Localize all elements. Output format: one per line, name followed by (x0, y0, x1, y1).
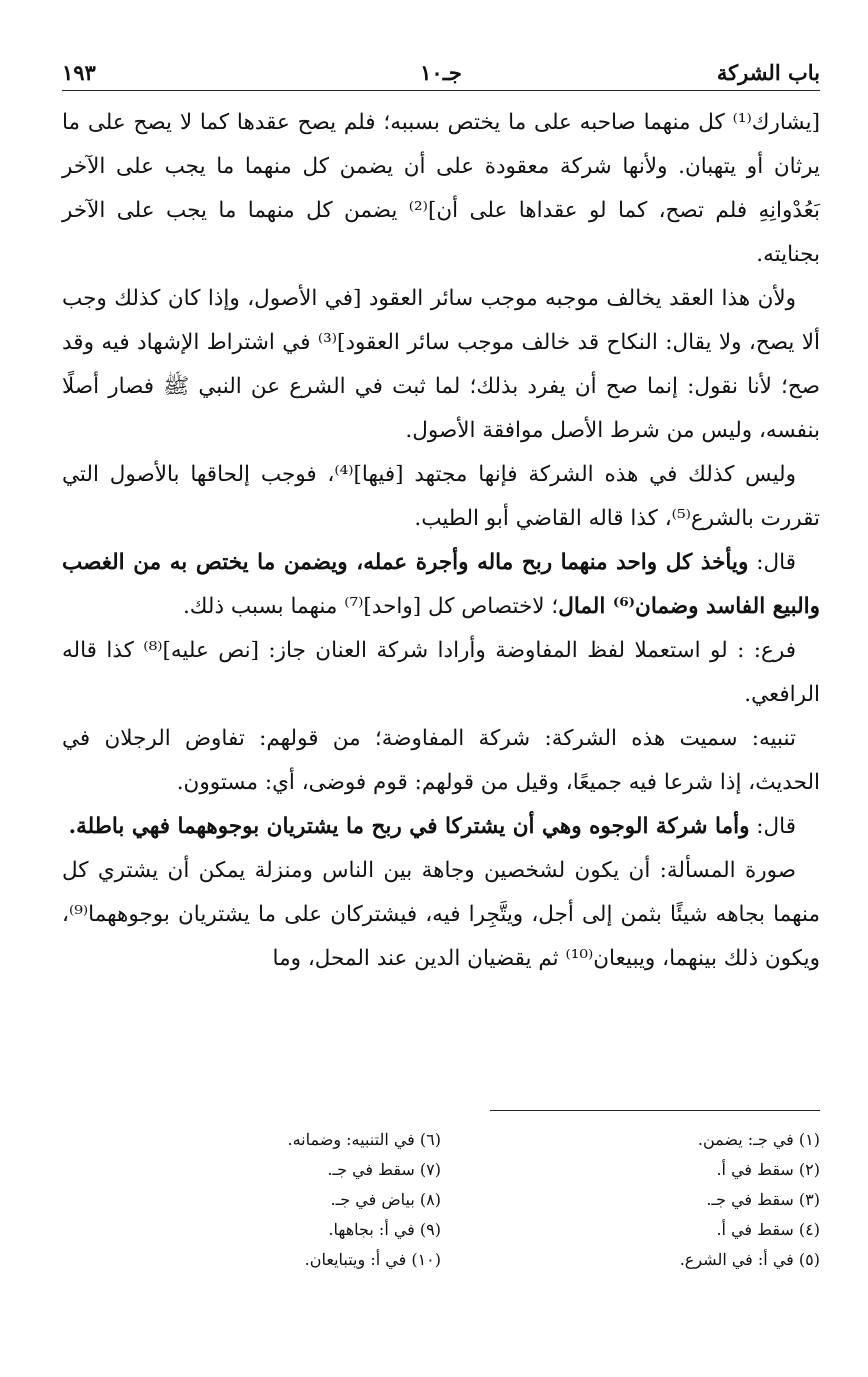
footnote: (١) في جـ: يضمن. (697, 1130, 820, 1149)
volume-label: جـ١٠ (420, 60, 462, 85)
footnote: (٦) في التنبيه: وضمانه. (287, 1130, 441, 1149)
running-header (62, 50, 820, 91)
footnote: (١٠) في أ: ويتبايعان. (304, 1250, 441, 1269)
footnote: (٢) سقط في أ. (716, 1160, 820, 1179)
footnote-divider (490, 1110, 820, 1111)
qala-lead: قال: (749, 814, 796, 839)
paragraph: ولأن هذا العقد يخالف موجبه موجب سائر العقود [في الأصول، وإذا كان كذلك وجب ألا يصح، ولا يقال: النكاح قد خالف موجب سائر العقود]⁽³⁾ في اشتراط الإشهاد فيه وقد صح؛ لأنا نقول: إنما صح أن يفرد بذلك؛ لما ثبت في الشرع عن النبي ﷺ فصار أصلًا بنفسه، وليس من شرط الأصل موافقة الأصول. (62, 286, 820, 443)
footnote: (٤) سقط في أ. (716, 1220, 820, 1239)
qala-lead: قال: (748, 550, 796, 575)
footnote-column-right (441, 1125, 820, 1275)
matn-text: ويأخذ كل واحد منهما ربح ماله وأجرة عمله، ويضمن ما يختص به من الغصب والبيع الفاسد وضمان⁽⁶⁾ المال (62, 550, 820, 619)
chapter-title: باب الشركة (716, 60, 820, 85)
footnote: (٧) سقط في جـ. (327, 1160, 441, 1179)
paragraph: وليس كذلك في هذه الشركة فإنها مجتهد [فيها]⁽⁴⁾، فوجب إلحاقها بالأصول التي تقررت بالشرع⁽⁵⁾، كذا قاله القاضي أبو الطيب. (62, 462, 820, 531)
matn-text: وأما شركة الوجوه وهي أن يشتركا في ربح ما يشتريان بوجوههما فهي باطلة. (68, 814, 750, 839)
sharh-text: ؛ لاختصاص كل [واحد]⁽⁷⁾ منهما بسبب ذلك. (182, 594, 559, 619)
qala-paragraph (62, 805, 820, 849)
footnotes (62, 1125, 820, 1275)
footnote: (٨) بياض في جـ. (330, 1190, 441, 1209)
page-number: ١٩٣ (62, 60, 96, 85)
page (62, 50, 820, 1350)
footnote-column-left (62, 1125, 441, 1275)
tanbih-paragraph: تنبيه: سميت هذه الشركة: شركة المفاوضة؛ من قولهم: تفاوض الرجلان في الحديث، إذا شرعا فيه جميعًا، وقيل من قولهم: قوم فوضى، أي: مستوون. (62, 726, 820, 795)
surah-paragraph: صورة المسألة: أن يكون لشخصين وجاهة بين الناس ومنزلة يمكن أن يشتري كل منهما بجاهه شيئًا بثمن إلى أجل، ويتَّجِرا فيه، فيشتركان على ما يشتريان بوجوههما⁽⁹⁾، ويكون ذلك بينهما، ويبيعان⁽¹⁰⁾ ثم يقضيان الدين عند المحل، وما (62, 858, 820, 971)
far-paragraph: فرع: : لو استعملا لفظ المفاوضة وأرادا شركة العنان جاز: [نص عليه]⁽⁸⁾ كذا قاله الرافعي. (62, 638, 820, 707)
qala-paragraph (62, 541, 820, 629)
footnote: (٣) سقط في جـ. (706, 1190, 820, 1209)
paragraph: [يشارك⁽¹⁾ كل منهما صاحبه على ما يختص بسببه؛ فلم يصح عقدها كما لا يصح على ما يرثان أو يتهبان. ولأنها شركة معقودة على أن يضمن كل منهما ما يجب على الآخر بَعُدْوانِهِ فلم تصح، كما لو عقداها على أن]⁽²⁾ يضمن كل منهما ما يجب على الآخر بجنايته. (62, 110, 820, 267)
main-text (62, 101, 820, 981)
footnote: (٥) في أ: في الشرع. (679, 1250, 820, 1269)
footnote: (٩) في أ: بجاهها. (328, 1220, 441, 1239)
